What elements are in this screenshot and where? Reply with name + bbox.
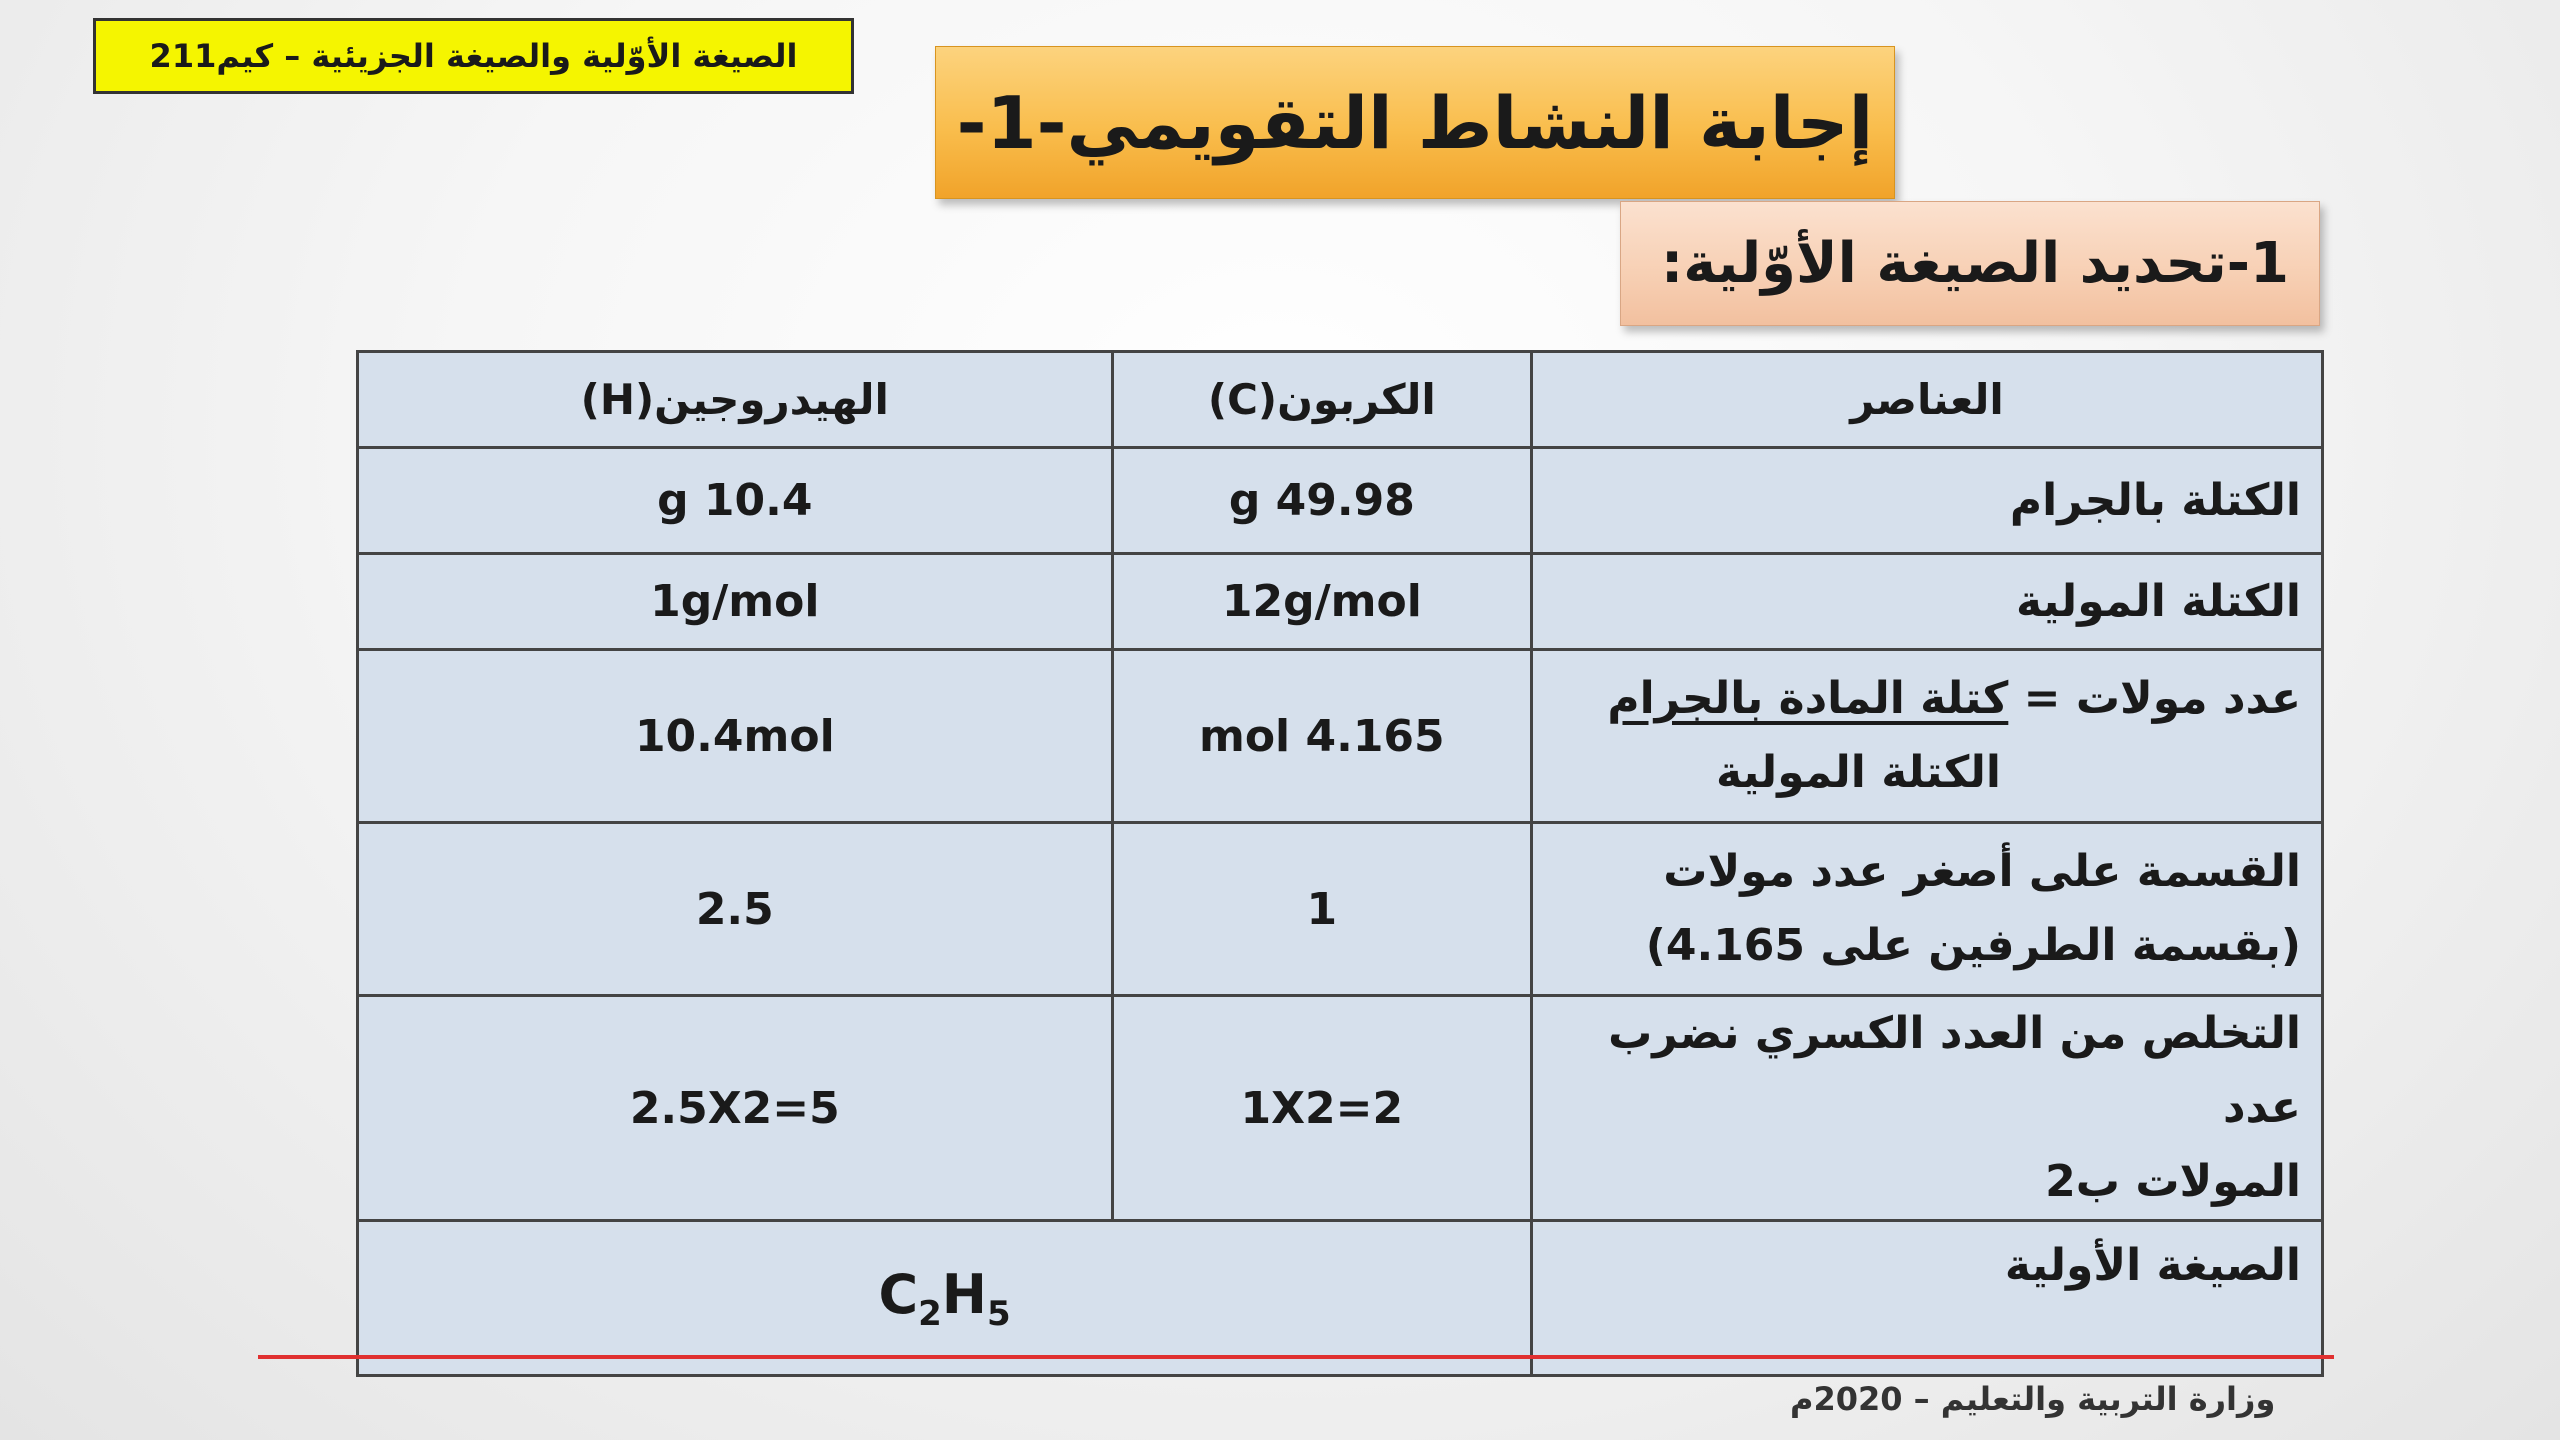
formula-hydrogen-subscript: 5 (986, 1293, 1011, 1334)
slide-title: إجابة النشاط التقويمي-1- (935, 46, 1895, 199)
moles-formula-label (1532, 650, 2323, 823)
hydrogen-value: 2.5 (358, 823, 1113, 996)
topic-label: الصيغة الأوّلية والصيغة الجزيئية – كيم211 (93, 18, 854, 94)
row-label-line2: المولات ب2 (2045, 1156, 2301, 1207)
row-label: الكتلة بالجرام (1532, 448, 2323, 554)
section-subtitle: 1-تحديد الصيغة الأوّلية: (1620, 201, 2320, 326)
carbon-value: 1 (1112, 823, 1531, 996)
formula-carbon-symbol: C (878, 1262, 919, 1326)
header-hydrogen: الهيدروجين(H) (358, 352, 1113, 448)
hydrogen-value: 10.4 g (358, 448, 1113, 554)
carbon-value: 49.98 g (1112, 448, 1531, 554)
table-row (358, 1221, 2323, 1376)
table-row (358, 448, 2323, 554)
table-row (358, 823, 2323, 996)
empirical-formula-cell (358, 1221, 1532, 1376)
empirical-formula (878, 1262, 1011, 1334)
formula-hydrogen-symbol: H (941, 1262, 987, 1326)
row-label-line1: القسمة على أصغر عدد مولات (1663, 846, 2301, 897)
table-header-row (358, 352, 2323, 448)
row-label-line1: التخلص من العدد الكسري نضرب عدد (1608, 1008, 2301, 1133)
formula-carbon-subscript: 2 (918, 1293, 942, 1334)
footer-divider (258, 1355, 2334, 1359)
carbon-value: 4.165 mol (1112, 650, 1531, 823)
carbon-value: 12g/mol (1112, 554, 1531, 650)
moles-formula-denominator: الكتلة المولية (1716, 747, 2001, 798)
empirical-formula-table (356, 350, 2324, 1377)
moles-formula-line (1553, 662, 2301, 736)
table-row (358, 554, 2323, 650)
row-label-line2: (بقسمة الطرفين على 4.165) (1645, 920, 2301, 971)
hydrogen-value: 2.5X2=5 (358, 996, 1113, 1221)
header-elements: العناصر (1532, 352, 2323, 448)
carbon-value: 1X2=2 (1112, 996, 1531, 1221)
row-label: الكتلة المولية (1532, 554, 2323, 650)
table-row (358, 650, 2323, 823)
table-row (358, 996, 2323, 1221)
hydrogen-value: 1g/mol (358, 554, 1113, 650)
footer-ministry: وزارة التربية والتعليم – 2020م (1790, 1380, 2276, 1418)
row-label (1532, 823, 2323, 996)
header-carbon: الكربون(C) (1112, 352, 1531, 448)
row-label (1532, 996, 2323, 1221)
row-label: الصيغة الأولية (1532, 1221, 2323, 1376)
moles-formula-prefix: عدد مولات = (2008, 673, 2301, 724)
hydrogen-value: 10.4mol (358, 650, 1113, 823)
moles-formula-numerator: كتلة المادة بالجرام (1607, 673, 2009, 724)
